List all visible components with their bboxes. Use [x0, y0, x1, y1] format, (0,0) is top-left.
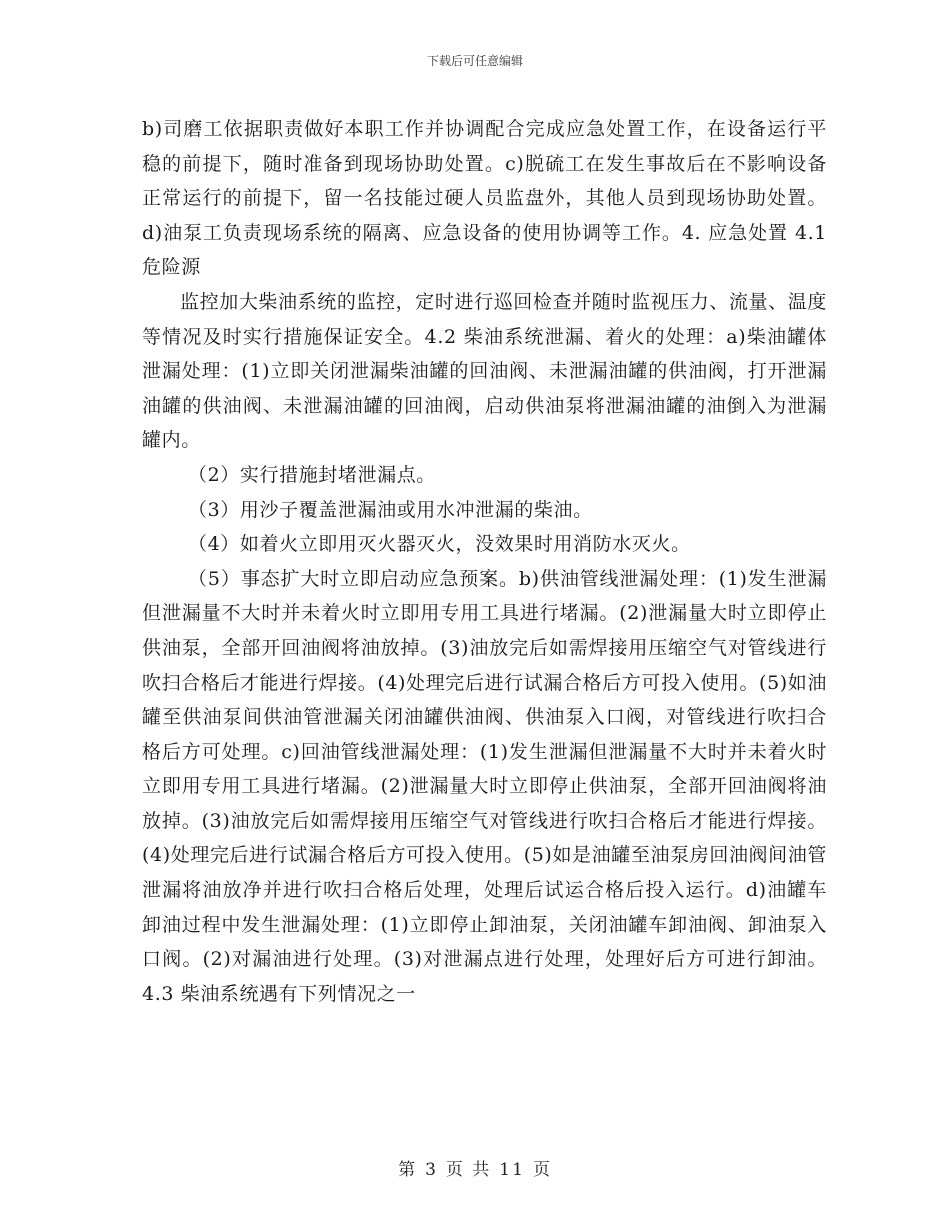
page-number-middle: 页 共	[445, 1160, 492, 1180]
paragraph-2: 监控加大柴油系统的监控，定时进行巡回检查并随时监视压力、流量、温度等情况及时实行措施保证安全。4.2 柴油系统泄漏、着火的处理：a)柴油罐体泄漏处理：(1)立即关闭泄漏柴油罐的回油阀、未泄漏油罐的供油阀，打开泄漏油罐的供油阀、未泄漏油罐的回油阀，启动供油泵将泄漏油罐的油倒入为泄漏罐内。	[142, 290, 827, 452]
page-number-suffix: 页	[532, 1160, 552, 1180]
page-number-current: 3	[425, 1160, 438, 1180]
paragraph-5: （4）如着火立即用灭火器灭火，没效果时用消防水灭火。	[188, 533, 691, 556]
page-number-footer	[0, 1155, 950, 1180]
page-number-prefix: 第	[398, 1160, 418, 1180]
document-body	[142, 112, 827, 1011]
paragraph-1: b)司磨工依据职责做好本职工作并协调配合完成应急处置工作，在设备运行平稳的前提下，随时准备到现场协助处置。c)脱硫工在发生事故后在不影响设备正常运行的前提下，留一名技能过硬人员监盘外，其他人员到现场协助处置。d)油泵工负责现场系统的隔离、应急设备的使用协调等工作。4. 应急处置 4.1 危险源	[142, 118, 827, 279]
page-header-note: 下载后可任意编辑	[426, 54, 523, 68]
paragraph-4: （3）用沙子覆盖泄漏油或用水冲泄漏的柴油。	[188, 498, 593, 521]
page-number-total: 11	[499, 1160, 525, 1180]
paragraph-6: （5）事态扩大时立即启动应急预案。b)供油管线泄漏处理：(1)发生泄漏但泄漏量不大时并未着火时立即用专用工具进行堵漏。(2)泄漏量大时立即停止供油泵，全部开回油阀将油放掉。(3)油放完后如需焊接用压缩空气对管线进行吹扫合格后才能进行焊接。(4)处理完后进行试漏合格后方可投入使用。(5)如油罐至供油泵间供油管泄漏关闭油罐供油阀、供油泵入口阀，对管线进行吹扫合格后方可处理。c)回油管线泄漏处理：(1)发生泄漏但泄漏量不大时并未着火时立即用专用工具进行堵漏。(2)泄漏量大时立即停止供油泵，全部开回油阀将油放掉。(3)油放完后如需焊接用压缩空气对管线进行吹扫合格后才能进行焊接。(4)处理完后进行试漏合格后方可投入使用。(5)如是油罐至油泵房回油阀间油管泄漏将油放净并进行吹扫合格后处理，处理后试运合格后投入运行。d)油罐车卸油过程中发生泄漏处理：(1)立即停止卸油泵，关闭油罐车卸油阀、卸油泵入口阀。(2)对漏油进行处理。(3)对泄漏点进行处理，处理好后方可进行卸油。4.3 柴油系统遇有下列情况之一	[142, 567, 827, 1005]
paragraph-3: （2）实行措施封堵泄漏点。	[188, 463, 436, 486]
